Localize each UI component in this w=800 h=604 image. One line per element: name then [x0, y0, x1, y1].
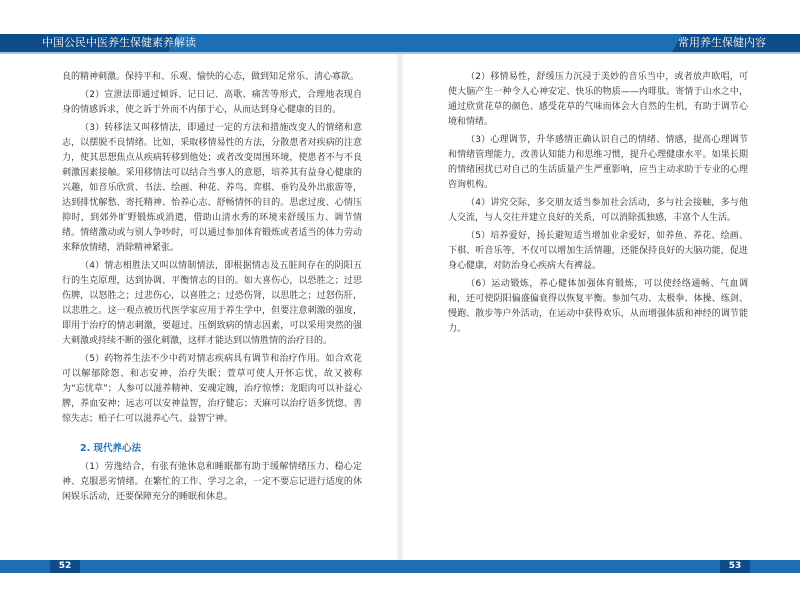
- paragraph: （1）劳逸结合，有张有弛休息和睡眠都有助于缓解情绪压力、稳心定神、克服恶劣情绪。在繁忙的工作、学习之余，一定不要忘记进行适度的休闲娱乐活动，还要保障充分的睡眠和休息。: [62, 462, 362, 502]
- left-running-title: 中国公民中医养生保健素养解读: [42, 36, 196, 49]
- left-page-body: [62, 70, 362, 508]
- paragraph: （4）情志相胜法又叫以情制情法，即根据情志及五脏间存在的阴阳五行的生克原理，达到协调、平衡情志的目的。如大喜伤心，以恐胜之；过思伤脾，以怒胜之；过悲伤心，以喜胜之；过恐伤肾，以思胜之；过怒伤肝，以悲胜之。这一观点被历代医学家应用于养生学中，但要注意刺激的强度，即用于治疗的情志刺激，要超过、压倒致病的情志因素，可以采用突然的强大刺激或持续不断的强化刺激，这样才能达到以情胜情的治疗目的。: [62, 261, 362, 346]
- right-page-body: [448, 70, 748, 340]
- paragraph: （3）心理调节，升华感情正确认识自己的情绪、情感，提高心理调节和情绪管理能力，改善认知能力和思维习惯，提升心理健康水平。如果长期的情绪困扰已对自己的生活质量产生严重影响，应当主动求助于专业的心理咨询机构。: [448, 135, 748, 190]
- right-page-number: 53: [720, 560, 750, 573]
- right-running-title: 常用养生保健内容: [678, 36, 766, 49]
- paragraph: （2）宣泄法即通过倾诉、记日记、高歌、痛苦等形式，合理地表现自身的情感诉求，使之诉于外而不内郁于心，从而达到身心健康的目的。: [62, 90, 362, 115]
- paragraph: （4）讲究交际，多交朋友适当参加社会活动，多与社会接触，多与他人交流，与人交往并建立良好的关系，可以消除孤独感，丰富个人生活。: [448, 198, 748, 223]
- paragraph: （3）转移法又叫移情法，即通过一定的方法和措施改变人的情绪和意志，以摆脱不良情绪。比如，采取移情易性的方法，分散患者对疾病的注意力，使其思想焦点从疾病转移到他处；或者改变周围环境，使患者不与不良刺激因素接触。采用移情法可以结合当事人的意愿，培养其有益身心健康的兴趣，如音乐欣赏、书法、绘画、种花、养鸟、弈棋、垂钓及外出旅游等，达到排忧解愁、寄托精神、怡养心志、舒畅情怀的目的。思虑过度、心情压抑时，到郊外旷野锻炼或消遣，借助山清水秀的环境来舒缓压力、调节情绪。情绪激动或与别人争吵时，可以通过参加体育锻炼或者适当的体力劳动来释放情绪，消除精神紧张。: [62, 123, 362, 253]
- section-heading: 2. 现代养心法: [80, 443, 142, 454]
- page-gutter: [396, 54, 404, 560]
- paragraph: （6）运动锻炼，养心健体加强体育锻炼，可以使经络通畅、气血调和，还可使阴阳偏盛偏衰得以恢复平衡。参加气功、太极拳、体操、练剑、慢跑、散步等户外活动，在运动中获得欢乐，从而增强体质和神经的调节能力。: [448, 279, 748, 334]
- left-page-number: 52: [50, 560, 80, 573]
- paragraph: 良的精神刺激。保持平和、乐观、愉快的心态，做到知足常乐、清心寡欲。: [62, 72, 360, 82]
- paragraph: （5）药物养生法不少中药对情志疾病具有调节和治疗作用。如合欢花可以解郁除怨、和志安神，治疗失眠；萱草可使人开怀忘忧，故又被称为“忘忧草”；人参可以滋养精神、安魂定魄，治疗惊悸；龙眼肉可以补益心脾，养血安神；远志可以安神益智，治疗健忘；天麻可以治疗语多恍惚、善惊失志；柏子仁可以滋养心气、益智宁神。: [62, 354, 362, 424]
- paragraph: （5）培养爱好，扬长避短适当增加业余爱好，如养鱼、养花、绘画、下棋、听音乐等，不仅可以增加生活情趣，还能保持良好的大脑功能，促进身心健康，对防治身心疾病大有裨益。: [448, 231, 748, 271]
- paragraph: （2）移情易性，舒缓压力沉浸于美妙的音乐当中，或者放声欧唱，可使大脑产生一种令人心神安定、快乐的物质——内啡肽。寄情于山水之中，通过欣赏花草的颜色、感受花草的气味而体会大自然的生机，有助于调节心境和情绪。: [448, 72, 748, 127]
